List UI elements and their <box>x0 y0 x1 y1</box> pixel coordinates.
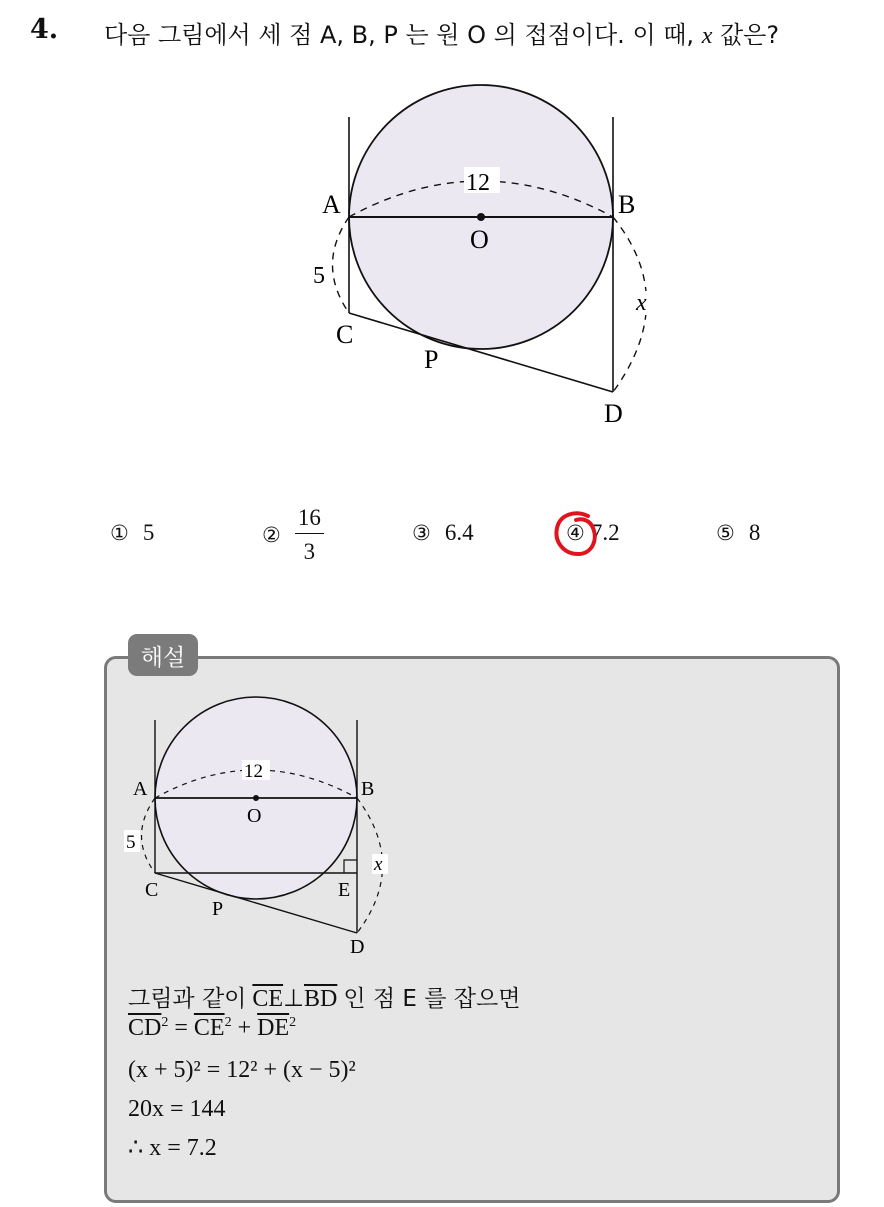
solution-line-1-end: 인 점 E 를 잡으면 <box>343 986 521 1012</box>
question-number: 4. <box>30 14 59 45</box>
solution-exp-3: 2 <box>289 1015 297 1030</box>
solution-seg-cd: $\overline{CD}$ <box>128 1015 162 1041</box>
solution-exp-1: 2 <box>161 1015 169 1030</box>
sol-right-angle-mark <box>344 860 357 873</box>
sol-center-dot <box>253 795 259 801</box>
solution-line-3: (x + 5)² = 12² + (x − 5)² <box>128 1057 356 1083</box>
point-a-label: A <box>322 190 341 219</box>
sol-point-b-label: B <box>361 778 375 800</box>
choice-3-number: ③ <box>412 521 431 545</box>
sol-point-e-label: E <box>338 879 351 901</box>
solution-seg-ce-2: $\overline{CE}$ <box>193 1015 225 1041</box>
choice-2-number: ② <box>262 522 281 547</box>
choice-4-value: 7.2 <box>590 520 620 545</box>
solution-exp-2: 2 <box>224 1015 232 1030</box>
solution-perp: ⊥ <box>283 986 304 1012</box>
solution-seg-bd: $\overline{BD}$ <box>303 986 338 1012</box>
question-variable: x <box>701 23 713 49</box>
sol-point-a-label: A <box>133 778 148 800</box>
sol-label-12: 12 <box>244 761 263 782</box>
label-x: x <box>636 290 647 316</box>
choice-5-number: ⑤ <box>716 521 735 545</box>
choice-3-value: 6.4 <box>444 520 474 545</box>
solution-line-5: ∴ x = 7.2 <box>128 1135 217 1161</box>
choice-4-number: ④ <box>566 521 585 545</box>
choice-1-value: 5 <box>142 520 155 545</box>
solution-line-1 <box>128 980 520 1013</box>
choice-2-numerator: 16 <box>295 506 324 534</box>
choice-1-number: ① <box>110 521 129 545</box>
label-5: 5 <box>313 263 325 289</box>
sol-point-c-label: C <box>145 879 159 901</box>
sol-point-d-label: D <box>350 936 365 958</box>
solution-line-1-text: 그림과 같이 <box>128 986 247 1012</box>
point-d-label: D <box>604 399 623 428</box>
solution-line-2: $\overline{CD}^2 = \overline{CE}^2 + \overline{DE}^2$ <box>128 1015 297 1041</box>
solution-tag: 해설 <box>128 634 198 676</box>
point-p-label: P <box>424 345 439 374</box>
question-text-after: 값은? <box>712 21 780 49</box>
point-c-label: C <box>336 320 354 349</box>
sol-label-5: 5 <box>126 832 136 853</box>
choice-5-value: 8 <box>748 520 761 545</box>
label-12: 12 <box>466 170 490 196</box>
choice-2-denominator: 3 <box>303 539 316 564</box>
sol-arc-5 <box>142 798 156 873</box>
point-b-label: B <box>618 190 636 219</box>
solution-seg-ce: $\overline{CE}$ <box>252 986 284 1012</box>
sol-point-p-label: P <box>212 898 224 920</box>
solution-line-4: 20x = 144 <box>128 1096 226 1122</box>
solution-seg-de: $\overline{DE}$ <box>257 1015 290 1041</box>
sol-point-o-label: O <box>247 805 262 827</box>
point-o-label: O <box>470 225 489 254</box>
question-text-before: 다음 그림에서 세 점 A, B, P 는 원 O 의 접점이다. 이 때, <box>104 21 702 49</box>
sol-label-x: x <box>374 854 383 875</box>
